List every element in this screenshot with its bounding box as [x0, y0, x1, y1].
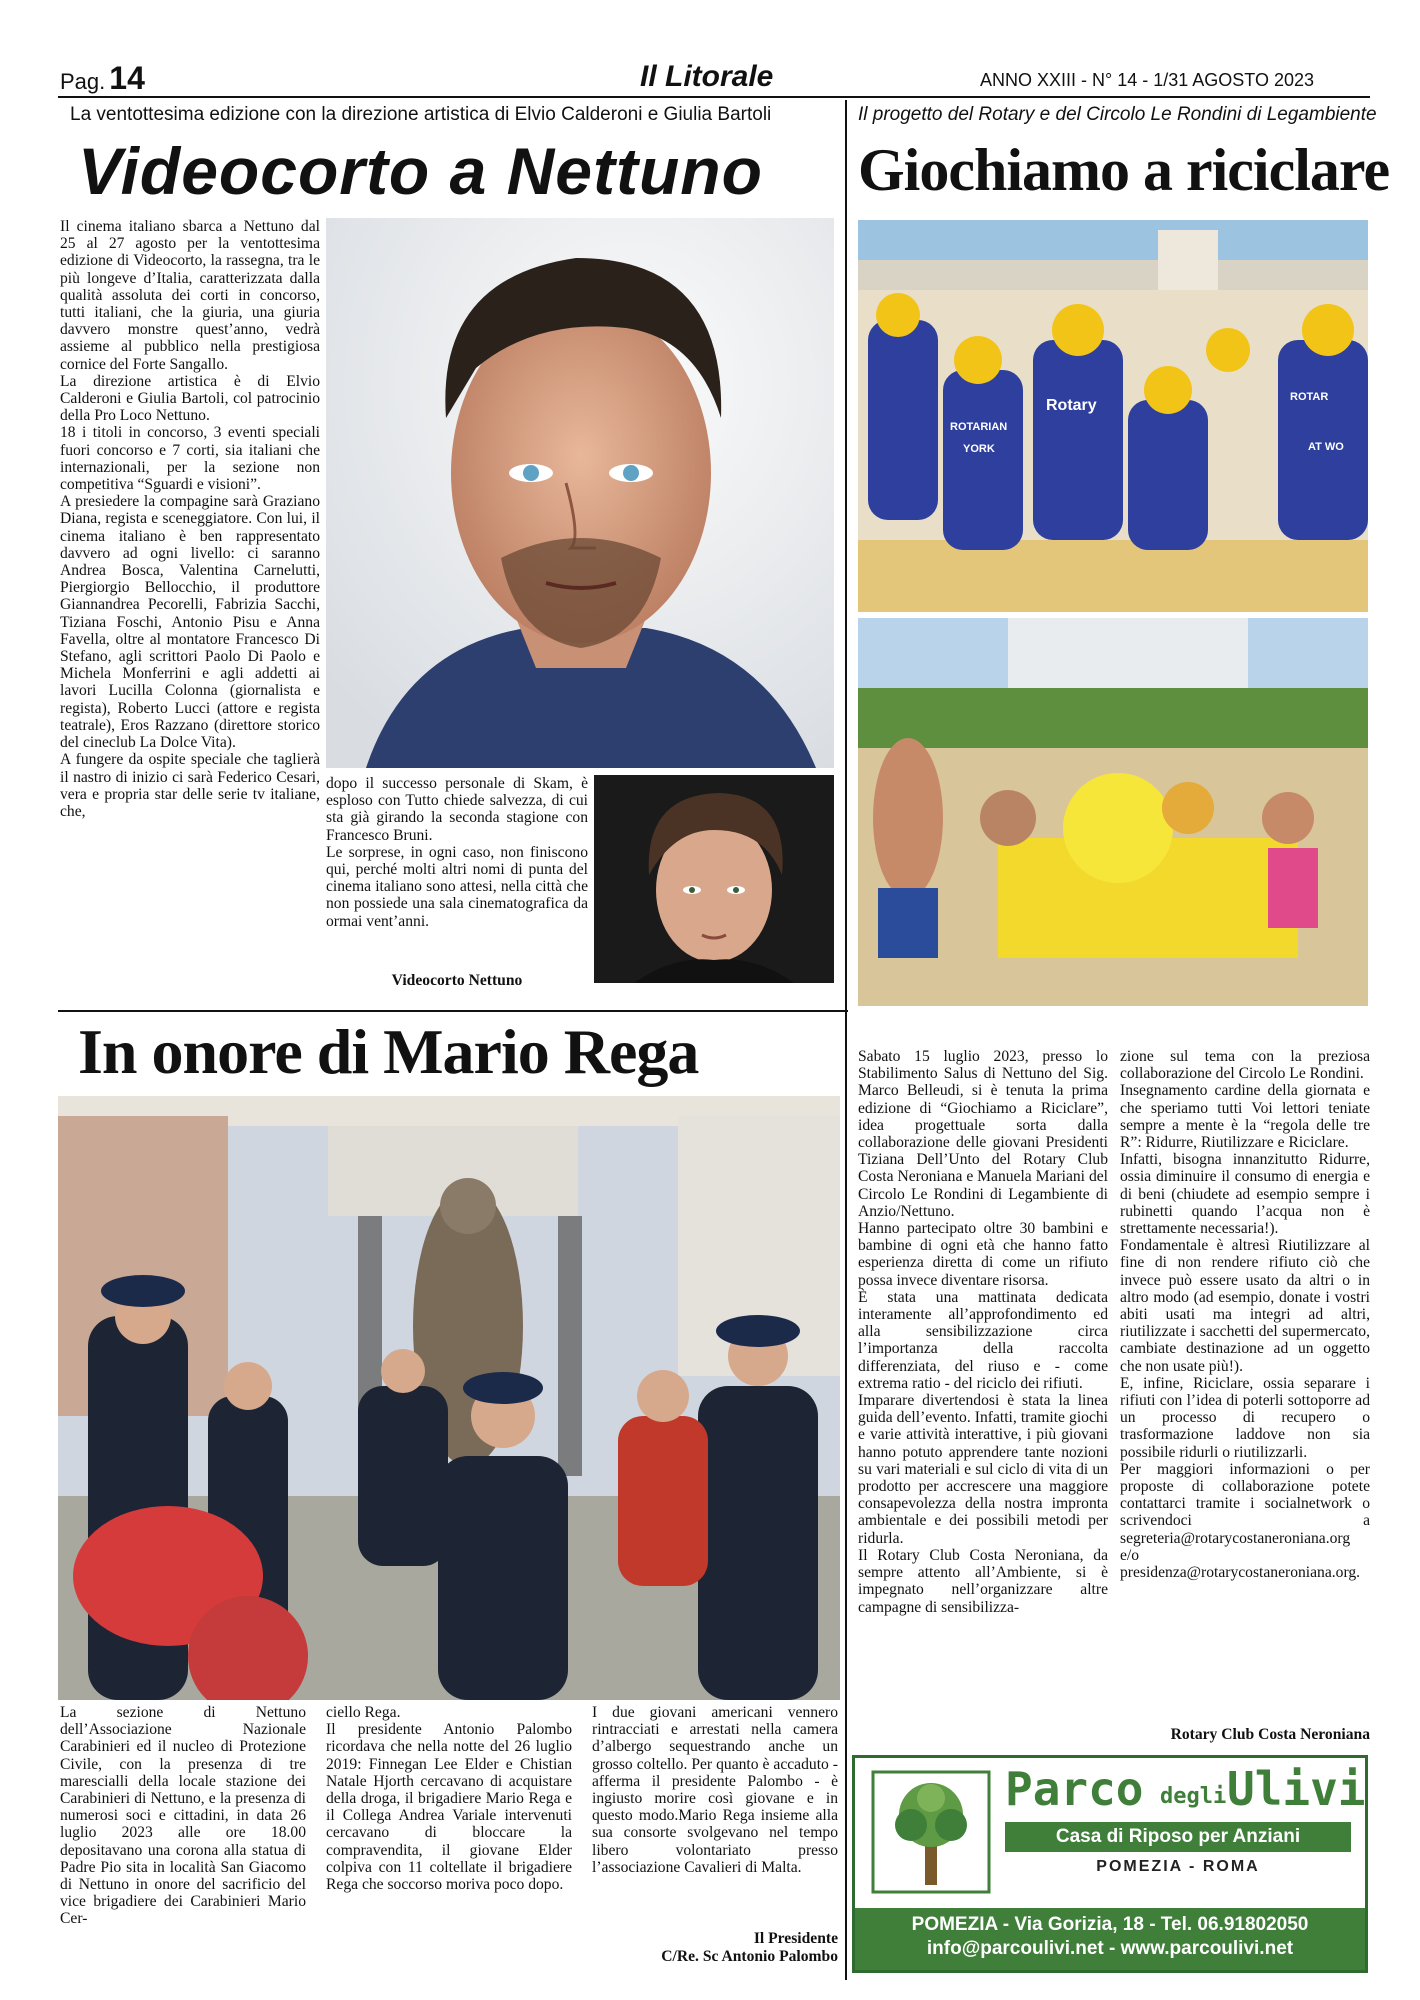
- paragraph: E, infine, Riciclare, ossia separare i rifiuti con l’idea di poterli sottoporre ad un processo di recupero o trasformazione laddove non sia possibile ridurli o riutilizzarli.: [1120, 1374, 1370, 1461]
- page-number-block: [60, 60, 145, 97]
- paragraph: La direzione artistica è di Elvio Calderoni e Giulia Bartoli, col patrocinio della Pro Loco Nettuno.: [60, 372, 320, 425]
- ceremony-photo: [58, 1096, 840, 1700]
- page-label: Pag.: [60, 69, 106, 94]
- ad-tagline: Casa di Riposo per Anziani: [1005, 1822, 1351, 1852]
- videocorto-headline: Videocorto a Nettuno: [78, 134, 763, 208]
- paper-name: Il Litorale: [640, 60, 774, 93]
- ad-city: POMEZIA - ROMA: [1096, 1858, 1260, 1875]
- rega-column-2: [326, 1704, 572, 1893]
- riciclare-kicker: Il progetto del Rotary e del Circolo Le Rondini di Legambiente: [858, 104, 1377, 125]
- vest-label: AT WO: [1308, 441, 1344, 453]
- paragraph: A fungere da ospite speciale che taglierà il nastro di inizio ci sarà Federico Cesari, vera e propria star delle serie tv italiane, che,: [60, 751, 320, 820]
- column-rule-top: [845, 100, 847, 1010]
- section-rule: [58, 1010, 848, 1012]
- riciclare-signature: Rotary Club Costa Neroniana: [1170, 1726, 1370, 1743]
- vest-label: YORK: [963, 443, 995, 455]
- paragraph: Fondamentale è altresì Riutilizzare al fine di non rendere rifiuto ciò che invece può essere usato da altri o in altro modo (ad esempio, donate i vostri abiti usati ma integri ad altri, riutilizzate i sacchetti del supermercato, cambiate destinazione ad un oggetto che non usate più!).: [1120, 1237, 1370, 1375]
- riciclare-column-2: [1120, 1048, 1370, 1581]
- young-actor-photo: [594, 775, 834, 983]
- rega-signature-name: C/Re. Sc Antonio Palombo: [661, 1948, 838, 1965]
- riciclare-headline: Giochiamo a riciclare: [858, 137, 1390, 203]
- vest-label: ROTARIAN: [950, 421, 1008, 433]
- paragraph: Per maggiori informazioni o per proposte di collaborazione potete contattarci tramite i socialnetwork o scrivendoci a segreteria@rotarycostaneroniana.org e/o presidenza@rotarycostaneroniana.org.: [1120, 1460, 1370, 1582]
- ad-web: info@parcoulivi.net - www.parcoulivi.net: [926, 1938, 1294, 1959]
- beach-activity-photo: [858, 618, 1368, 1006]
- paragraph: 18 i titoli in concorso, 3 eventi speciali fuori concorso e 7 corti, sia italiani che internazionali, per la sezione non competitiva “Sguardi e visioni”.: [60, 424, 320, 494]
- ad-address: POMEZIA - Via Gorizia, 18 - Tel. 06.91802050: [911, 1914, 1309, 1935]
- riciclare-column-1: [858, 1048, 1108, 1616]
- rotary-kids-photo: [858, 220, 1368, 612]
- paragraph: Il cinema italiano sbarca a Nettuno dal 25 al 27 agosto per la ventottesima edizione di Videocorto, la rassegna, tra le più longeve d’Italia, caratterizzata dalla qualità assoluta dei corti in concorso, tutti italiani, che la giuria, una giuria davvero monstre quest’anno, vedrà assieme al pubblico nella prestigiosa cornice del Forte Sangallo.: [60, 218, 320, 373]
- paragraph: I due giovani americani vennero rintracciati e arrestati nella camera d’albergo sequestrando anche un grosso coltello. Per quanto è accaduto - afferma il presidente Palombo - è ingiusto morire così giovane e in questo modo.Mario Rega insieme alla sua consorte svolgevano nel tempo libero volontariato presso l’associazione Cavalieri di Malta.: [592, 1704, 838, 1876]
- vest-label: ROTAR: [1290, 391, 1329, 403]
- ad-brand-part-2: degli: [1160, 1784, 1227, 1809]
- paragraph: Il Rotary Club Costa Neroniana, da sempre attento all’Ambiente, si è impegnato nell’organizzare altre campagne di sensibilizza-: [858, 1546, 1108, 1616]
- paragraph: Sabato 15 luglio 2023, presso lo Stabilimento Salus di Nettuno del Sig. Marco Belleudi, si è tenuta la prima edizione di “Giochiamo a Riciclare”, idea progettuale sorta dalla collaborazione delle giovani Presidenti Tiziana Dell’Unto del Rotary Club Costa Neroniana e Manuela Mariani del Circolo Le Rondini di Legambiente di Anzio/Nettuno.: [858, 1048, 1108, 1220]
- ad-header: [855, 1758, 1365, 1908]
- paragraph: ciello Rega.: [326, 1704, 401, 1721]
- column-rule-bottom: [845, 1010, 847, 1980]
- paragraph: dopo il successo personale di Skam, è esploso con Tutto chiede salvezza, di cui sta già girando la seconda stagione con Francesco Bruni.: [326, 775, 588, 844]
- paragraph: Insegnamento cardine della giornata e che speriamo tutti Voi lettori teniate sempre a mente è la “regola delle tre R”: Ridurre, Riutilizzare e Riciclare.: [1120, 1082, 1370, 1152]
- paragraph: zione sul tema con la preziosa collaborazione del Circolo Le Rondini.: [1120, 1048, 1370, 1083]
- ad-contacts: [855, 1908, 1365, 1970]
- issue-info: ANNO XXIII - N° 14 - 1/31 AGOSTO 2023: [980, 70, 1315, 90]
- actor-portrait-photo: [326, 218, 834, 768]
- paragraph: È stata una mattinata dedicata interamente all’approfondimento ed alla sensibilizzazione circa l’importanza della raccolta differenziata, del riuso e - come extrema ratio - del riciclo dei rifiuti.: [858, 1288, 1108, 1392]
- paragraph: Il presidente Antonio Palombo ricordava che nella notte del 26 luglio 2019: Finnegan Lee Elder e Chistian Natale Hjorth cercavano di acquistare della droga, il brigadiere Mario Rega e il Collega Andrea Variale intervenuti cercavano di bloccare la compravendita, il giovane Elder colpiva con 11 coltellate il brigadiere Rega che soccorso moriva poco dopo.: [326, 1721, 572, 1894]
- videocorto-column-1: [60, 218, 320, 820]
- videocorto-signature: Videocorto Nettuno: [391, 972, 523, 989]
- rega-signature: [592, 1930, 838, 1966]
- ad-brand-part-3: Ulivi: [1227, 1762, 1366, 1816]
- paragraph: Le sorprese, in ogni caso, non finiscono qui, perché molti altri nomi di punta del cinema italiano sono attesi, nella città che non possiede una sala cinematografica da ormai vent’anni.: [326, 843, 588, 930]
- parco-degli-ulivi-ad: [852, 1755, 1368, 1973]
- videocorto-column-2: [326, 775, 588, 930]
- videocorto-kicker: La ventottesima edizione con la direzione artistica di Elvio Calderoni e Giulia Bartoli: [70, 104, 772, 125]
- paragraph: Infatti, bisogna innanzitutto Ridurre, ossia diminuire il consumo di energia e di beni (chiudete ad esempio sempre i rubinetti quando l’acqua non è strettamente necessaria!).: [1120, 1151, 1370, 1238]
- rega-signature-title: Il Presidente: [753, 1930, 838, 1947]
- masthead-rule: [58, 96, 1370, 98]
- olive-tree-icon: [871, 1770, 991, 1894]
- paragraph: A presiedere la compagine sarà Graziano Diana, regista e sceneggiatore. Con lui, il cinema italiano è ben rappresentato davvero ad ogni livello: ci saranno Andrea Bosca, Valentina Carnelutti, Piergiorgio Bellocchio, il produttore Giannandrea Pecorelli, Fabrizia Sacchi, Tiziana Foschi, Antonio Pisu e Anna Favella, oltre al montatore Francesco Di Stefano, agli scrittori Paolo Di Paolo e Michela Monferrini e agli addetti ai lavori Lucilla Colonna (giornalista e regista), Roberto Lucci (attore e regista teatrale), Eros Razzano (direttore storico del cineclub La Dolce Vita).: [60, 493, 320, 752]
- page-number: 14: [109, 60, 145, 96]
- vest-label: Rotary: [1046, 397, 1097, 414]
- paragraph: Imparare divertendosi è stata la linea guida dell’evento. Infatti, tramite giochi e varie attività interattive, i più giovani hanno potuto apprendere tante nozioni su vari materiali e sul ciclo di vita di un prodotto per accrescere una maggiore consapevolezza della nostra impronta ambientale e dei possibili metodi per ridurla.: [858, 1392, 1108, 1547]
- paragraph: La sezione di Nettuno dell’Associazione Nazionale Carabinieri ed il nucleo di Protezione Civile, con la presenza di tre marescialli della locale stazione dei Carabinieri di Nettuno, e la presenza di numerosi soci e cittadini, in data 26 luglio 2023 alle ore 18.00 depositavano una corona alla statua di Padre Pio sita in località San Giacomo di Nettuno in onore del sacrificio del vice brigadiere dei Carabinieri Mario Cer-: [60, 1704, 306, 1928]
- paragraph: Hanno partecipato oltre 30 bambini e bambine di ogni età che hanno fatto esperienza diretta di come un rifiuto possa invece diventare risorsa.: [858, 1220, 1108, 1289]
- ad-brand-part-1: Parco: [1005, 1762, 1144, 1816]
- rega-column-1: [60, 1704, 306, 1928]
- rega-column-3: [592, 1704, 838, 1876]
- rega-headline: In onore di Mario Rega: [78, 1016, 699, 1087]
